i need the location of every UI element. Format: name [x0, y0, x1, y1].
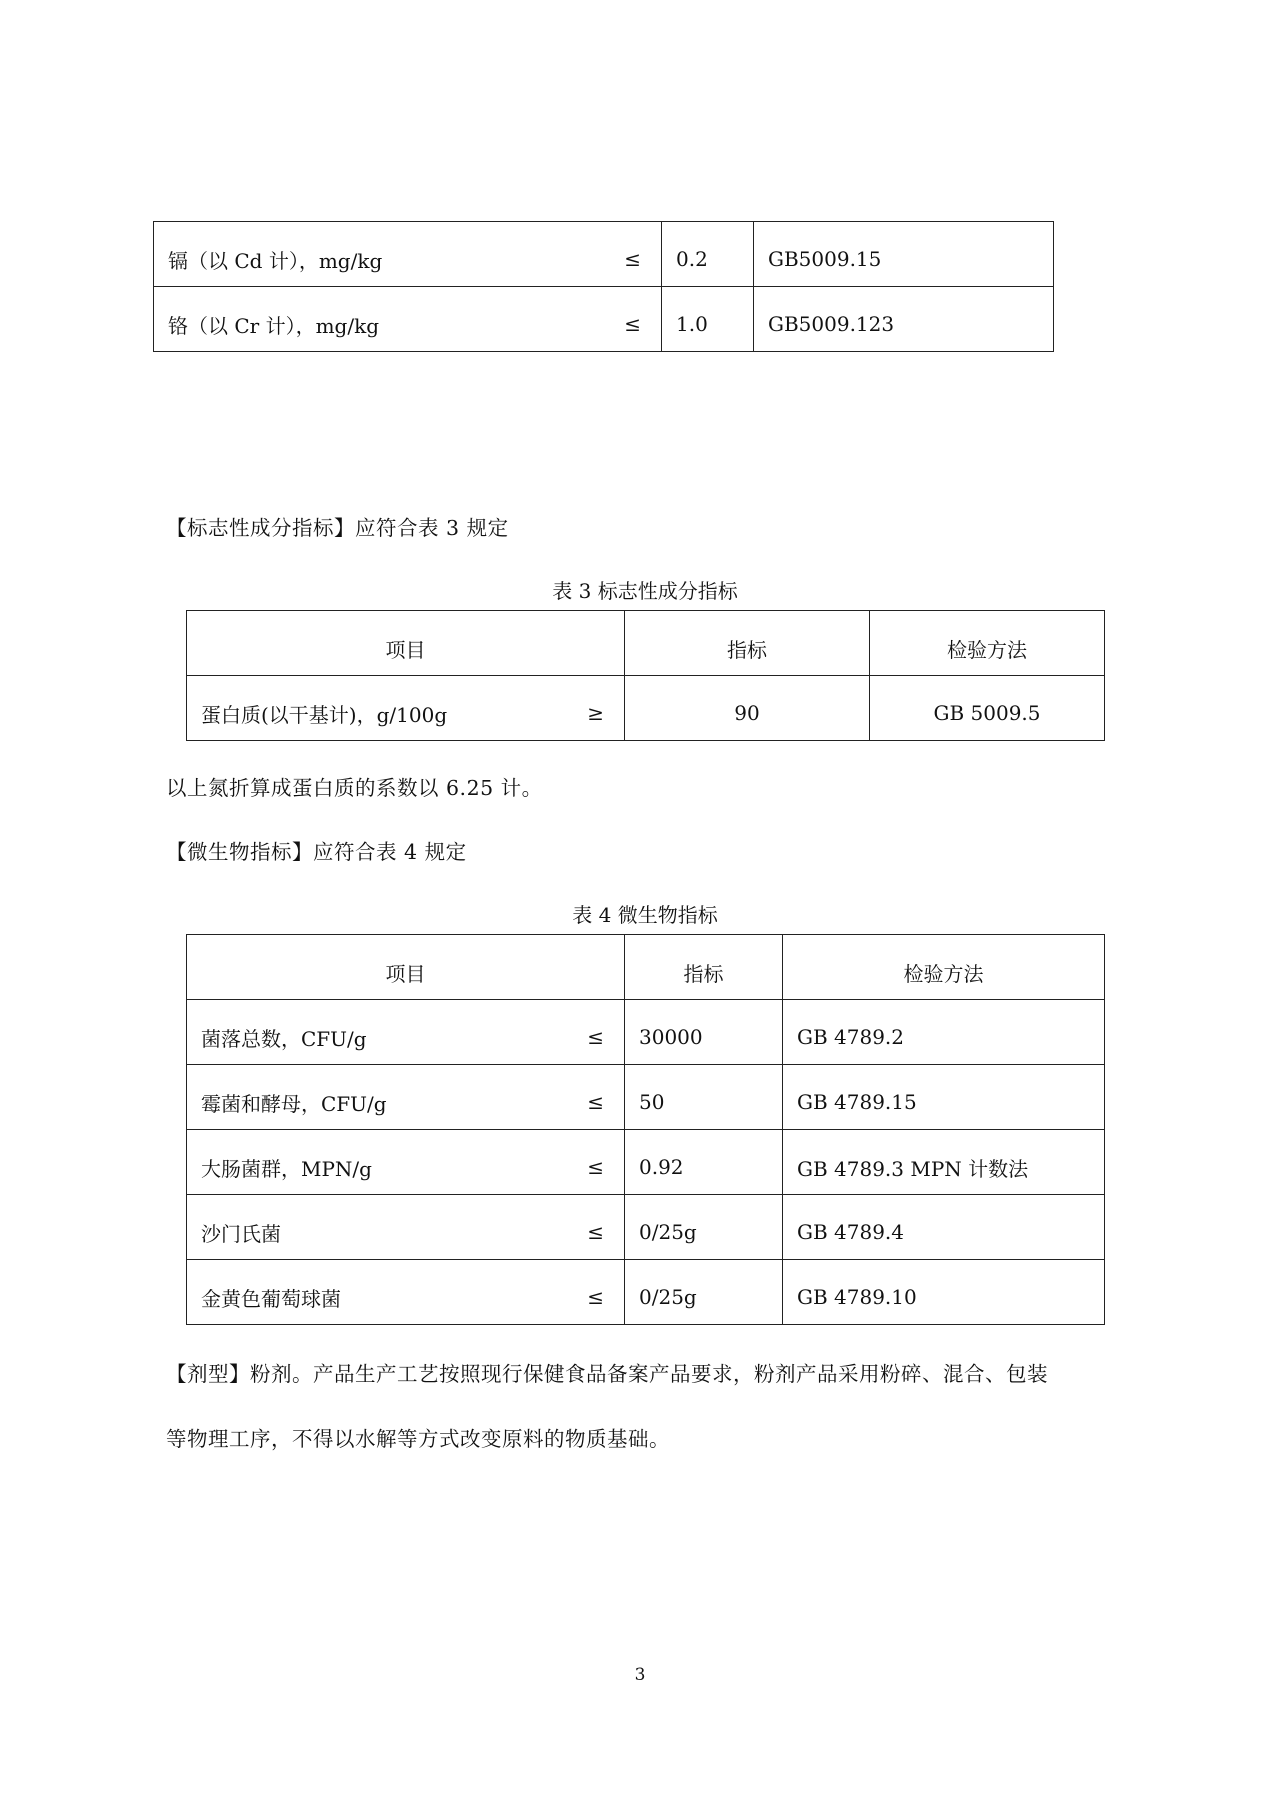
- item-cell: 镉（以 Cd 计），mg/kg ≤: [154, 222, 662, 287]
- comparison-symbol: ≤: [587, 1284, 604, 1309]
- marker-section-intro: 【标志性成分指标】应符合表 3 规定: [166, 516, 509, 540]
- header-value: 指标: [625, 935, 783, 1000]
- value-cell: 50: [625, 1065, 783, 1130]
- method-cell: GB5009.123: [754, 287, 1054, 352]
- heavy-metals-table: [153, 221, 1054, 352]
- value-cell: 0.92: [625, 1130, 783, 1195]
- header-method: 检验方法: [783, 935, 1105, 1000]
- table-row: [187, 1000, 1105, 1065]
- header-method: 检验方法: [870, 611, 1105, 676]
- dosage-form-line2: 等物理工序，不得以水解等方式改变原料的物质基础。: [166, 1427, 670, 1451]
- value-cell: 0.2: [662, 222, 754, 287]
- comparison-symbol: ≤: [624, 311, 641, 336]
- item-cell: 大肠菌群，MPN/g ≤: [187, 1130, 625, 1195]
- table-row: [154, 222, 1054, 287]
- table4-caption: 表 4 微生物指标: [572, 903, 718, 927]
- method-cell: GB5009.15: [754, 222, 1054, 287]
- item-cell: 霉菌和酵母，CFU/g ≤: [187, 1065, 625, 1130]
- comparison-symbol: ≤: [587, 1024, 604, 1049]
- table-header-row: [187, 935, 1105, 1000]
- method-cell: GB 5009.5: [870, 676, 1105, 741]
- comparison-symbol: ≤: [587, 1219, 604, 1244]
- value-cell: 30000: [625, 1000, 783, 1065]
- comparison-symbol: ≤: [587, 1154, 604, 1179]
- item-cell: 金黄色葡萄球菌 ≤: [187, 1260, 625, 1325]
- table-row: [187, 1065, 1105, 1130]
- table-row: [187, 1195, 1105, 1260]
- method-cell: GB 4789.10: [783, 1260, 1105, 1325]
- item-cell: 铬（以 Cr 计），mg/kg ≤: [154, 287, 662, 352]
- value-cell: 90: [625, 676, 870, 741]
- table3-caption: 表 3 标志性成分指标: [552, 579, 738, 603]
- method-cell: GB 4789.15: [783, 1065, 1105, 1130]
- method-cell: GB 4789.3 MPN 计数法: [783, 1130, 1105, 1195]
- item-cell: 菌落总数，CFU/g ≤: [187, 1000, 625, 1065]
- item-cell: 沙门氏菌 ≤: [187, 1195, 625, 1260]
- table-row: [187, 1260, 1105, 1325]
- value-cell: 1.0: [662, 287, 754, 352]
- comparison-symbol: ≤: [624, 246, 641, 271]
- value-cell: 0/25g: [625, 1260, 783, 1325]
- header-item: 项目: [187, 611, 625, 676]
- header-value: 指标: [625, 611, 870, 676]
- header-item: 项目: [187, 935, 625, 1000]
- method-cell: GB 4789.4: [783, 1195, 1105, 1260]
- micro-section-intro: 【微生物指标】应符合表 4 规定: [166, 840, 467, 864]
- page-number: 3: [634, 1665, 646, 1685]
- marker-table: [186, 610, 1105, 741]
- micro-table: [186, 934, 1105, 1325]
- comparison-symbol: ≥: [587, 700, 604, 725]
- dosage-form-line1: 【剂型】粉剂。产品生产工艺按照现行保健食品备案产品要求，粉剂产品采用粉碎、混合、包装: [166, 1362, 1048, 1386]
- conversion-note: 以上氮折算成蛋白质的系数以 6.25 计。: [166, 776, 543, 800]
- comparison-symbol: ≤: [587, 1089, 604, 1114]
- table-row: [187, 676, 1105, 741]
- value-cell: 0/25g: [625, 1195, 783, 1260]
- table-row: [187, 1130, 1105, 1195]
- table-row: [154, 287, 1054, 352]
- table-header-row: [187, 611, 1105, 676]
- method-cell: GB 4789.2: [783, 1000, 1105, 1065]
- item-cell: 蛋白质(以干基计)，g/100g ≥: [187, 676, 625, 741]
